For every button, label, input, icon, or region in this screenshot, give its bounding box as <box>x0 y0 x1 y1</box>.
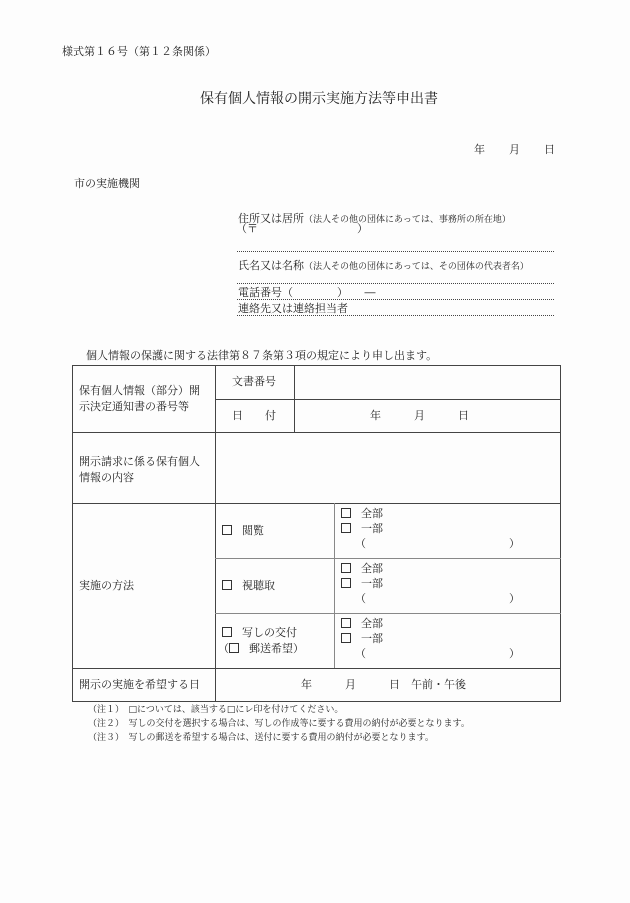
phone-line <box>237 299 554 300</box>
checkbox-all[interactable] <box>341 618 351 628</box>
method-browse[interactable]: 閲覧 <box>222 523 264 539</box>
address-label: 住所又は居所 <box>238 212 304 225</box>
date-label: 日 付 <box>232 409 276 422</box>
notice-label: 保有個人情報（部分）開 示決定通知書の番号等 <box>79 384 200 413</box>
date-month: 月 <box>509 143 520 156</box>
addressee: 市の実施機関 <box>74 177 140 190</box>
checkbox-copy[interactable] <box>222 627 232 637</box>
method-listen[interactable]: 視聴取 <box>222 578 275 594</box>
desired-date-label: 開示の実施を希望する日 <box>79 678 200 691</box>
content-input[interactable] <box>216 433 561 503</box>
content-label: 開示請求に係る保有個人 情報の内容 <box>79 455 200 484</box>
checkbox-part[interactable] <box>341 633 351 643</box>
desired-date-input[interactable]: 年 月 日 午前・午後 <box>301 678 466 691</box>
phone-field[interactable]: 電話番号（ ） ― <box>238 286 376 299</box>
notice-date-input[interactable]: 年 月 日 <box>370 409 469 422</box>
note-3: （注３） 写しの郵送を希望する場合は、送付に要する費用の納付が必要となります。 <box>88 733 434 743</box>
checkbox-all[interactable] <box>341 508 351 518</box>
address-note: （法人その他の団体にあっては、事務所の所在地） <box>304 215 511 225</box>
doc-number-input[interactable] <box>295 366 561 399</box>
method-copy[interactable]: 写しの交付 （ 郵送希望） <box>218 626 304 655</box>
contact-line <box>237 315 554 316</box>
page-title: 保有個人情報の開示実施方法等申出書 <box>200 91 438 107</box>
request-table <box>72 365 561 702</box>
name-label: 氏名又は名称 <box>238 259 304 272</box>
name-note: （法人その他の団体にあっては、その団体の代表者名） <box>304 262 529 272</box>
checkbox-browse[interactable] <box>222 525 232 535</box>
checkbox-all[interactable] <box>341 563 351 573</box>
intro-text: 個人情報の保護に関する法律第８７条第３項の規定により申し出ます。 <box>86 349 438 362</box>
note-2: （注２） 写しの交付を選択する場合は、写しの作成等に要する費用の納付が必要となります。 <box>88 719 470 729</box>
form-number: 様式第１６号（第１２条関係） <box>62 45 216 58</box>
checkbox-listen[interactable] <box>222 580 232 590</box>
postal-code-field[interactable]: （〒 ） <box>236 222 368 235</box>
method-label: 実施の方法 <box>79 579 134 592</box>
checkbox-part[interactable] <box>341 523 351 533</box>
contact-field[interactable]: 連絡先又は連絡担当者 <box>238 302 348 315</box>
checkbox-mail[interactable] <box>229 643 239 653</box>
date-day: 日 <box>544 143 555 156</box>
checkbox-part[interactable] <box>341 578 351 588</box>
scope-copy: 全部 一部 （ ） <box>341 616 520 661</box>
part-detail-field[interactable]: （ ） <box>355 537 520 550</box>
scope-browse: 全部 一部 （ ） <box>341 506 520 551</box>
part-detail-field[interactable]: （ ） <box>355 592 520 605</box>
doc-number-label: 文書番号 <box>232 375 276 388</box>
address-line[interactable] <box>237 251 554 252</box>
date-year: 年 <box>474 143 485 156</box>
scope-listen: 全部 一部 （ ） <box>341 561 520 606</box>
name-line[interactable] <box>237 283 554 284</box>
note-1: （注１） □については、該当する□にレ印を付けてください。 <box>88 705 344 715</box>
part-detail-field[interactable]: （ ） <box>355 647 520 660</box>
